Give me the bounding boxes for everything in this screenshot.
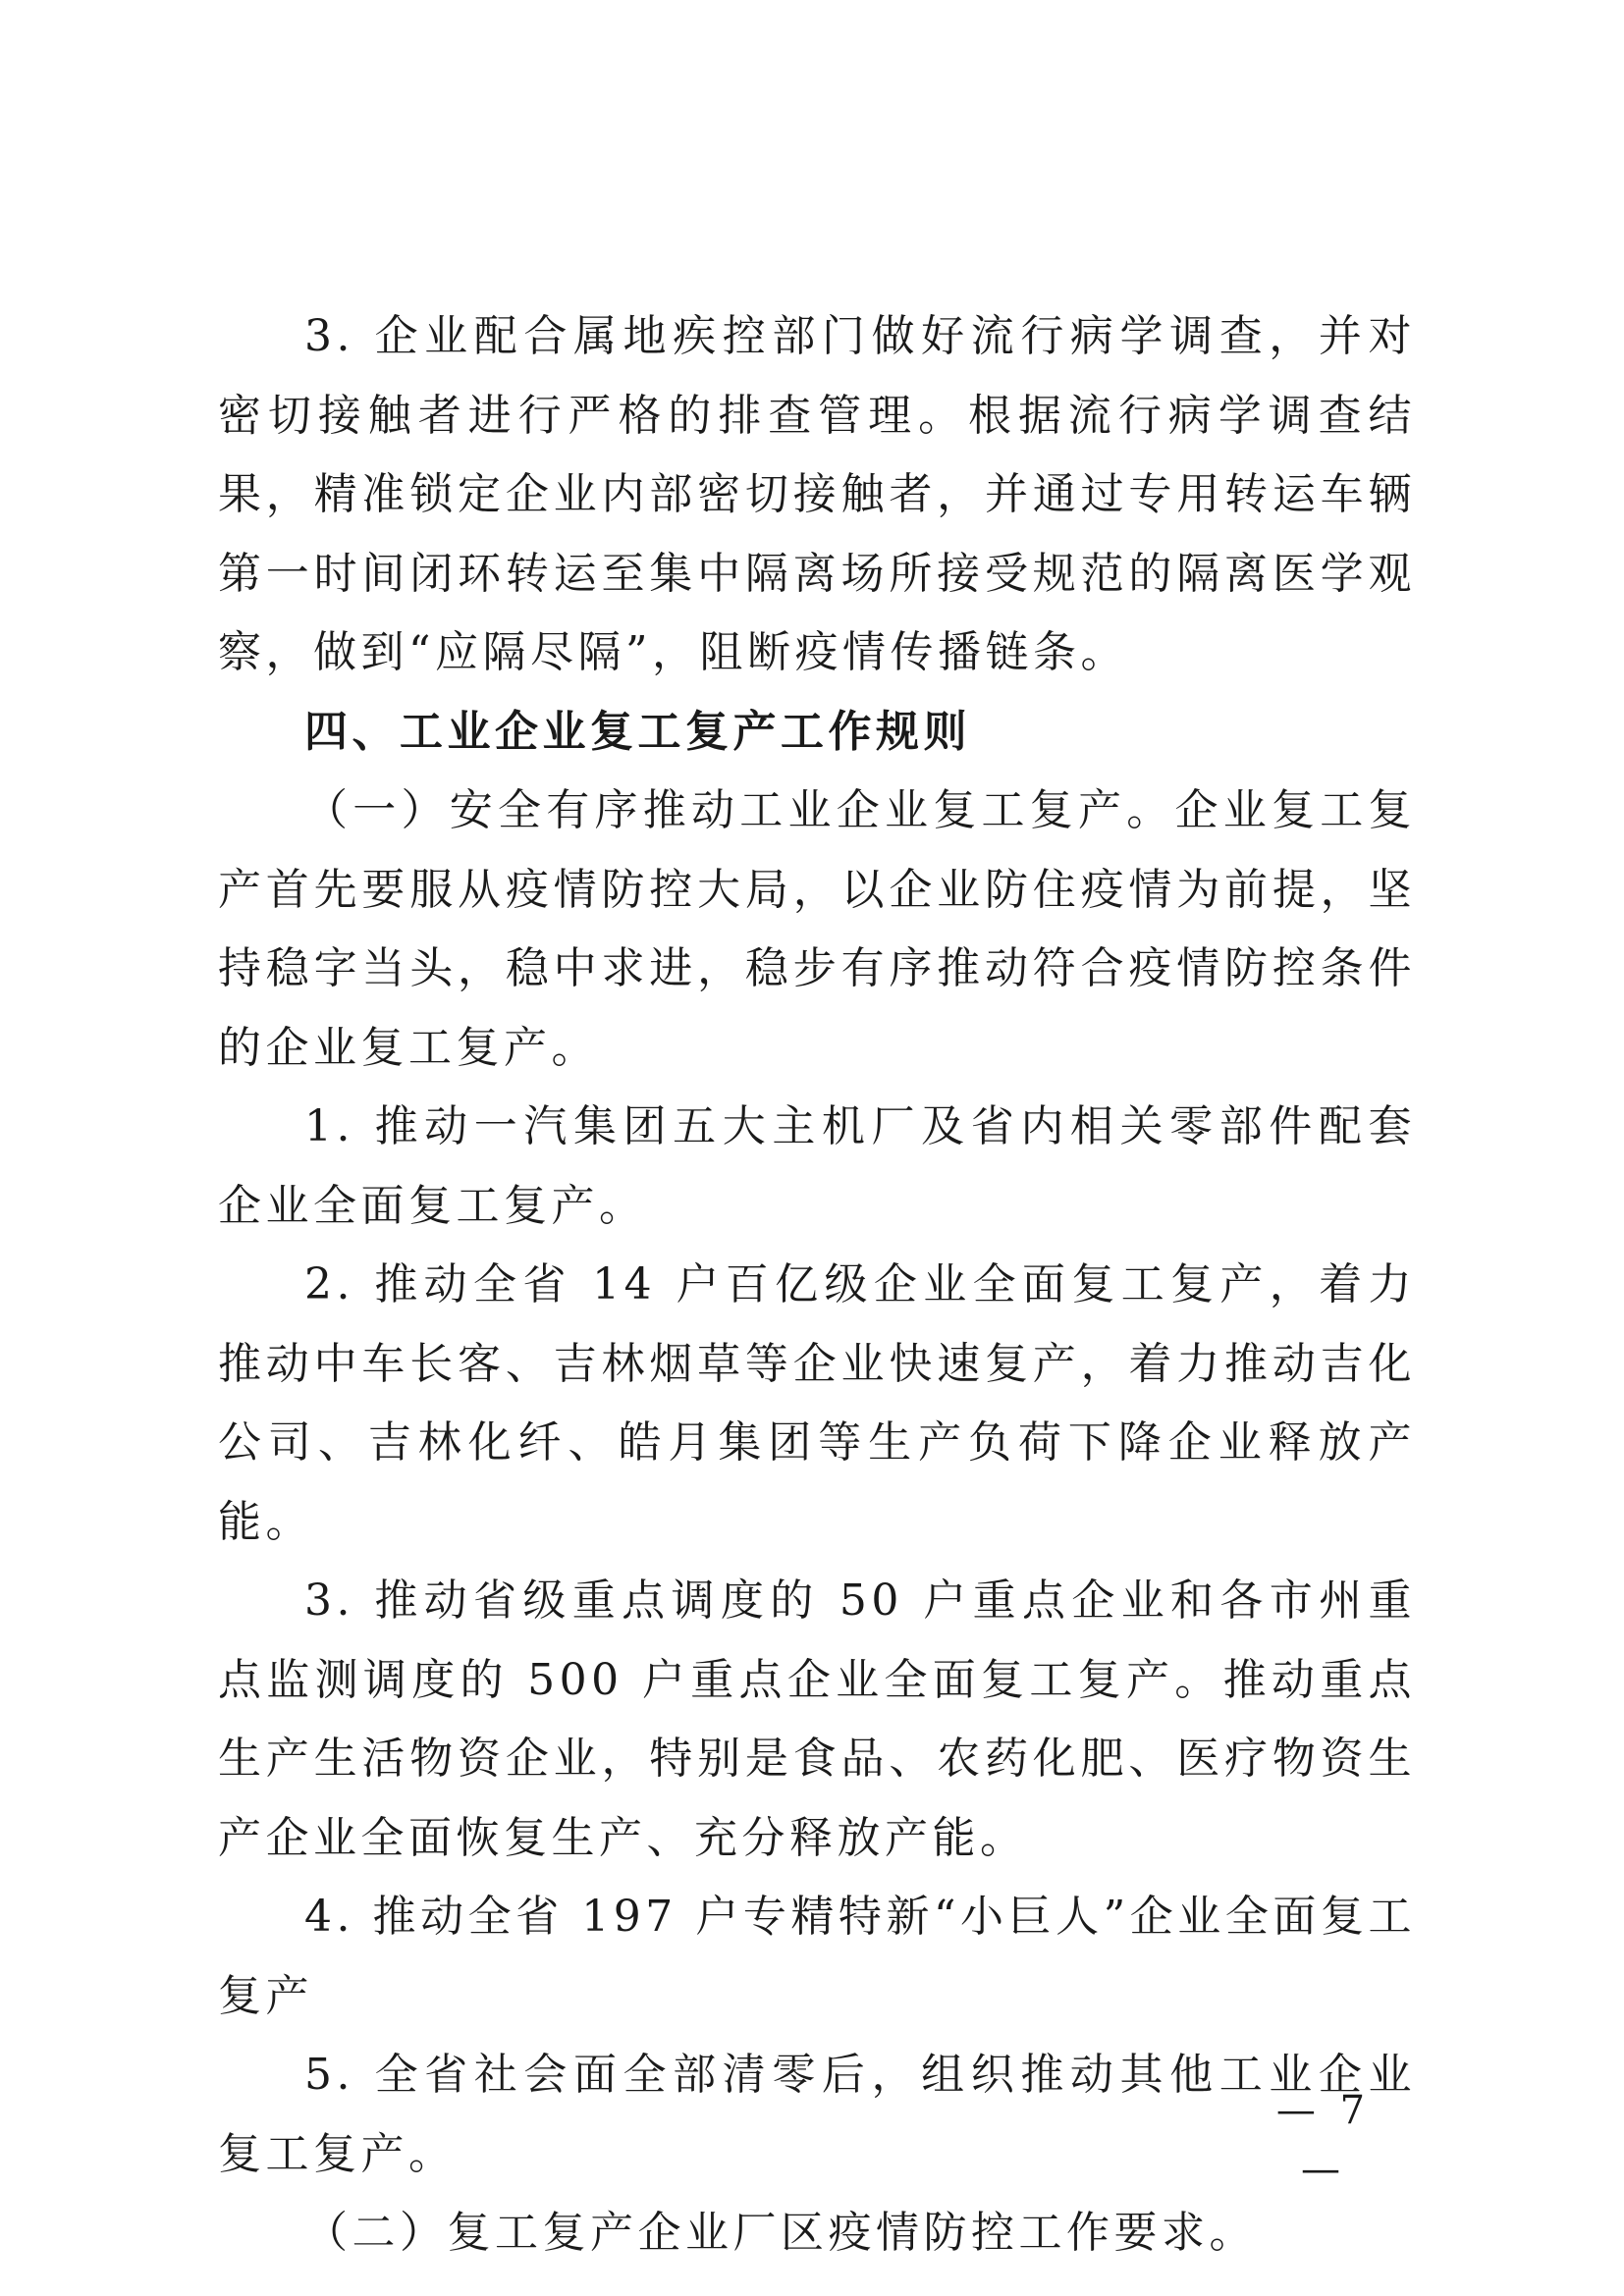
page-number: — 7 —	[1275, 2088, 1372, 2192]
section-heading-4: 四、工业企业复工复产工作规则	[304, 706, 971, 757]
paragraph-item-2-hundred-billion-enterprises: 2. 推动全省 14 户百亿级企业全面复工复产，着力推动中车长客、吉林烟草等企业快速复产，着力推动吉化公司、吉林化纤、皓月集团等生产负荷下降企业释放产能。	[218, 1259, 1416, 1547]
paragraph-item-3-close-contacts: 3. 企业配合属地疾控部门做好流行病学调查，并对密切接触者进行严格的排查管理。根据流行病学调查结果，精准锁定企业内部密切接触者，并通过专用转运车辆第一时间闭环转运至集中隔离场所接受规范的隔离医学观察，做到“应隔尽隔”，阻断疫情传播链条。	[218, 311, 1416, 677]
paragraph-section-2-plant-requirements: （二）复工复产企业厂区疫情防控工作要求。	[304, 2208, 1257, 2258]
paragraph-section-1-safe-resumption: （一）安全有序推动工业企业复工复产。企业复工复产首先要服从疫情防控大局，以企业防住疫情为前提，坚持稳字当头，稳中求进，稳步有序推动符合疫情防控条件的企业复工复产。	[218, 785, 1416, 1073]
document-body	[218, 297, 1416, 2273]
paragraph-item-4-little-giants: 4. 推动全省 197 户专精特新“小巨人”企业全面复工复产	[218, 1892, 1416, 2021]
paragraph-item-3-key-enterprises: 3. 推动省级重点调度的 50 户重点企业和各市州重点监测调度的 500 户重点企业全面复工复产。推动重点生产生活物资企业，特别是食品、农药化肥、医疗物资生产企业全面恢复生产、充分释放产能。	[218, 1575, 1416, 1863]
paragraph-item-1-faw-group: 1. 推动一汽集团五大主机厂及省内相关零部件配套企业全面复工复产。	[218, 1101, 1416, 1231]
paragraph-item-5-other-enterprises: 5. 全省社会面全部清零后，组织推动其他工业企业复工复产。	[218, 2050, 1416, 2179]
